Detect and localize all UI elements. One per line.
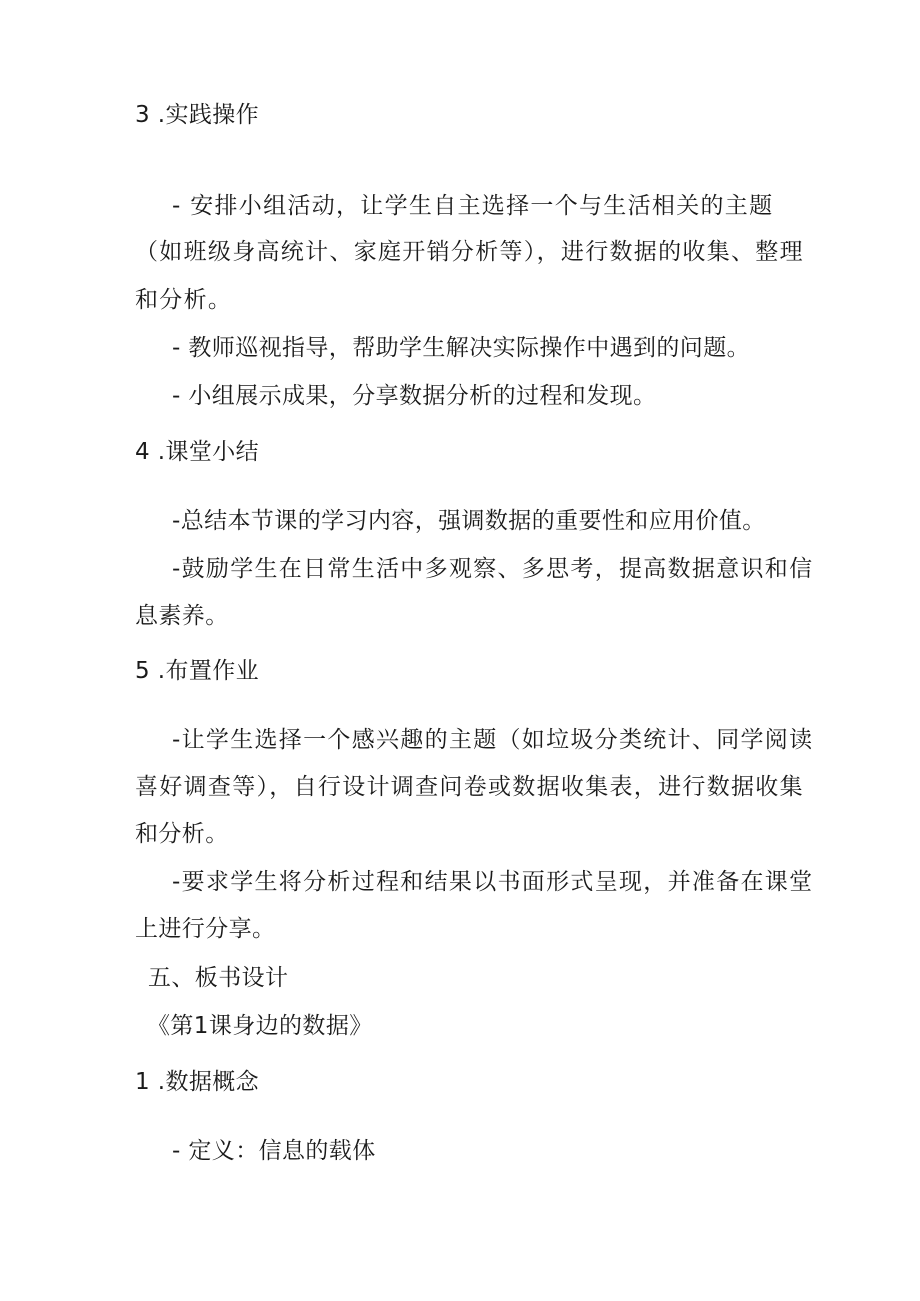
- section-5-item-2-line-2: 上进行分享。: [135, 916, 276, 942]
- section-5-item-2-line-1: -要求学生将分析过程和结果以书面形式呈现，并准备在课堂: [172, 869, 814, 895]
- section-4-item-2-line-2: 息素养。: [135, 603, 229, 629]
- section-5-item-1-line-2: 喜好调查等），自行设计调查问卷或数据收集表，进行数据收集: [135, 774, 804, 800]
- section-3-item-1-line-1: - 安排小组活动，让学生自主选择一个与生活相关的主题: [172, 193, 774, 219]
- section-5-item-1-line-3: 和分析。: [135, 821, 229, 847]
- board-sub-heading: 1 .数据概念: [135, 1069, 260, 1095]
- section-4-item-2-line-1: -鼓励学生在日常生活中多观察、多思考，提高数据意识和信: [172, 556, 814, 582]
- section-4-heading: 4 .课堂小结: [135, 439, 260, 465]
- section-3-item-3: - 小组展示成果，分享数据分析的过程和发现。: [172, 383, 657, 409]
- section-3-heading: 3 .实践操作: [135, 102, 260, 128]
- board-item-definition: - 定义：信息的载体: [172, 1138, 376, 1164]
- section-4-item-1: -总结本节课的学习内容，强调数据的重要性和应用价值。: [172, 508, 766, 534]
- section-3-item-1-line-3: 和分析。: [135, 287, 233, 313]
- board-design-title: 《第1课身边的数据》: [147, 1013, 373, 1039]
- section-5-heading: 5 .布置作业: [135, 658, 260, 684]
- section-5-item-1-line-1: -让学生选择一个感兴趣的主题（如垃圾分类统计、同学阅读: [172, 727, 814, 753]
- section-3-item-2: - 教师巡视指导，帮助学生解决实际操作中遇到的问题。: [172, 335, 751, 361]
- board-design-heading: 五、板书设计: [148, 965, 289, 991]
- section-3-item-1-line-2: （如班级身高统计、家庭开销分析等），进行数据的收集、整理: [135, 239, 804, 265]
